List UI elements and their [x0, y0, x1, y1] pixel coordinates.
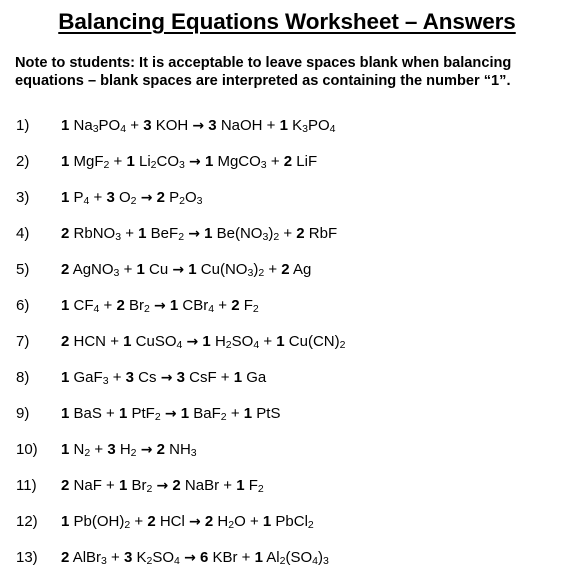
formula-subscript: 2 [178, 231, 185, 243]
coefficient: 2 [156, 189, 165, 206]
formula-subscript: 4 [253, 339, 260, 351]
coefficient: 2 [116, 297, 125, 314]
chemical-formula: PbCl$_2$ [275, 513, 314, 531]
formula-subscript: 4 [174, 555, 180, 567]
chemical-formula: BeF$_2$ [150, 225, 185, 243]
coefficient: 2 [61, 549, 70, 566]
coefficient: 2 [204, 513, 214, 530]
chemical-formula: RbNO$_3$ [73, 225, 122, 243]
chemical-formula: $Na_3PO_4$ [73, 117, 127, 135]
chemical-formula: $Br_2$ [128, 297, 150, 315]
equation-number: 12) [16, 513, 38, 530]
plus-sign: + [266, 117, 276, 134]
equation-number: 9) [16, 405, 30, 422]
formula-subscript: 3 [113, 267, 120, 279]
chemical-formula: KBr [212, 549, 238, 566]
coefficient: 1 [138, 225, 147, 242]
coefficient: 2 [147, 513, 156, 530]
chemical-formula: $Li_2CO_3$ [138, 153, 185, 171]
formula-subscript: 2 [273, 231, 280, 243]
chemical-formula: RbF [308, 225, 338, 242]
plus-sign: + [130, 117, 140, 134]
formula-subscript: 2 [154, 411, 161, 423]
arrow-icon: → [184, 550, 196, 566]
note-to-students [15, 54, 571, 90]
equation-body [61, 404, 280, 424]
equation-row [0, 512, 574, 532]
plus-sign: + [123, 261, 133, 278]
formula-subscript: 2 [124, 519, 131, 531]
formula-subscript: 4 [120, 123, 127, 135]
coefficient: 1 [180, 405, 190, 422]
coefficient: 1 [118, 405, 128, 422]
chemical-formula: Cs [138, 369, 157, 386]
equation-body [61, 224, 337, 244]
coefficient: 1 [233, 369, 243, 386]
formula-subscript: 2 [146, 483, 153, 495]
coefficient: 1 [61, 189, 70, 206]
formula-subscript: 4 [93, 303, 100, 315]
equation-body [61, 152, 317, 172]
plus-sign: + [223, 477, 233, 494]
chemical-formula: $Be(NO_3)_2$ [216, 225, 280, 243]
plus-sign: + [112, 369, 122, 386]
formula-subscript: 3 [262, 231, 269, 243]
coefficient: 1 [61, 117, 70, 134]
plus-sign: + [268, 261, 278, 278]
formula-subscript: 2 [150, 159, 157, 171]
chemical-formula: Cu [149, 261, 169, 278]
equation-body [61, 476, 264, 496]
equation-number: 1) [16, 117, 30, 134]
chemical-formula: NaOH [220, 117, 263, 134]
coefficient: 3 [125, 369, 134, 386]
chemical-formula: HCl [159, 513, 185, 530]
formula-subscript: 2 [252, 303, 259, 315]
chemical-formula: $Br_2$ [131, 477, 153, 495]
plus-sign: + [110, 333, 119, 350]
chemical-formula: KOH [155, 117, 189, 134]
formula-subscript: 2 [179, 195, 185, 207]
chemical-formula: $H_2$ [119, 441, 137, 459]
coefficient: 2 [281, 261, 290, 278]
chemical-formula: $H_2O$ [217, 513, 246, 531]
formula-subscript: 3 [323, 555, 329, 567]
equation-body [61, 548, 329, 568]
formula-subscript: 4 [176, 339, 183, 351]
plus-sign: + [113, 153, 123, 170]
formula-subscript: 3 [101, 555, 107, 567]
formula-subscript: 2 [257, 483, 264, 495]
equation-body [61, 512, 314, 532]
formula-subscript: 2 [220, 411, 227, 423]
formula-subscript: 2 [130, 447, 137, 459]
coefficient: 1 [204, 153, 214, 170]
equation-body [61, 188, 202, 208]
coefficient: 1 [61, 297, 70, 314]
coefficient: 3 [106, 189, 115, 206]
coefficient: 1 [188, 261, 197, 278]
formula-subscript: 3 [196, 195, 203, 207]
formula-subscript: 3 [115, 231, 122, 243]
arrow-icon: → [140, 190, 153, 206]
equation-row [0, 152, 574, 172]
arrow-icon: → [189, 154, 201, 170]
equation-row [0, 116, 574, 136]
formula-subscript: 2 [307, 519, 314, 531]
equation-number: 2) [16, 153, 30, 170]
equation-row [0, 224, 574, 244]
equation-number: 11) [16, 477, 37, 494]
formula-subscript: 2 [228, 519, 235, 531]
chemical-formula: $F_2$ [248, 477, 264, 495]
coefficient: 3 [143, 117, 152, 134]
coefficient: 1 [118, 477, 128, 494]
coefficient: 1 [61, 441, 70, 458]
arrow-icon: → [154, 298, 166, 314]
chemical-formula: LiF [296, 153, 318, 170]
chemical-formula: GaF$_3$ [73, 369, 109, 387]
equation-number: 5) [16, 261, 30, 278]
formula-subscript: 2 [279, 555, 286, 567]
equation-row [0, 332, 574, 352]
coefficient: 1 [254, 549, 263, 566]
chemical-formula: $K_3PO_4$ [292, 117, 336, 135]
chemical-formula: HCN [73, 333, 107, 350]
coefficient: 2 [296, 225, 305, 242]
chemical-formula: $O_2$ [119, 189, 137, 207]
chemical-formula: Ag [292, 261, 312, 278]
chemical-formula: NaF [73, 477, 102, 494]
coefficient: 1 [61, 513, 70, 530]
plus-sign: + [93, 189, 103, 206]
formula-subscript: 4 [329, 123, 336, 135]
coefficient: 2 [61, 225, 70, 242]
coefficient: 3 [208, 117, 217, 134]
formula-subscript: 3 [260, 159, 267, 171]
equation-body [61, 116, 336, 136]
coefficient: 1 [61, 369, 70, 386]
formula-subscript: 4 [312, 555, 318, 567]
formula-subscript: 3 [302, 123, 308, 135]
chemical-formula: $F_2$ [243, 297, 259, 315]
chemical-formula: MgCO$_3$ [217, 153, 267, 171]
plus-sign: + [220, 369, 230, 386]
coefficient: 2 [61, 261, 70, 278]
plus-sign: + [270, 153, 280, 170]
arrow-icon: → [156, 478, 169, 494]
formula-subscript: 2 [225, 339, 232, 351]
formula-subscript: 2 [84, 447, 91, 459]
plus-sign: + [230, 405, 240, 422]
formula-subscript: 2 [258, 267, 265, 279]
plus-sign: + [106, 405, 115, 422]
chemical-formula: $Cu(CN)_2$ [288, 333, 346, 351]
arrow-icon: → [140, 442, 153, 458]
equation-row [0, 296, 574, 316]
plus-sign: + [249, 513, 259, 530]
coefficient: 2 [172, 477, 181, 494]
arrow-icon: → [164, 406, 177, 422]
equation-number: 4) [16, 225, 30, 242]
arrow-icon: → [189, 514, 201, 530]
coefficient: 1 [236, 477, 245, 494]
chemical-formula: Ga [246, 369, 267, 386]
coefficient: 2 [61, 333, 70, 350]
chemical-formula: $Cu(NO_3)_2$ [200, 261, 265, 279]
equation-number: 13) [16, 549, 38, 566]
chemical-formula: AlBr$_3$ [72, 549, 107, 567]
arrow-icon: → [160, 370, 173, 386]
coefficient: 1 [123, 333, 132, 350]
chemical-formula: BaS [73, 405, 102, 422]
coefficient: 1 [136, 261, 145, 278]
plus-sign: + [283, 225, 293, 242]
formula-subscript: 3 [179, 159, 185, 171]
note-line-2: equations – blank spaces are interpreted as containing the number “1”. [15, 73, 511, 89]
chemical-formula: MgF$_2$ [73, 153, 110, 171]
plus-sign: + [103, 297, 113, 314]
chemical-formula: $P_4$ [73, 189, 90, 207]
coefficient: 3 [176, 369, 185, 386]
coefficient: 3 [123, 549, 133, 566]
equation-body [61, 260, 311, 280]
coefficient: 2 [156, 441, 165, 458]
plus-sign: + [263, 333, 273, 350]
formula-subscript: 3 [247, 267, 254, 279]
plus-sign: + [241, 549, 251, 566]
equation-row [0, 548, 574, 568]
coefficient: 2 [283, 153, 293, 170]
note-line-1: Note to students: It is acceptable to leave spaces blank when balancing [15, 55, 512, 71]
coefficient: 6 [199, 549, 209, 566]
equation-number: 8) [16, 369, 30, 386]
plus-sign: + [134, 513, 144, 530]
equation-row [0, 440, 574, 460]
formula-subscript: 2 [339, 339, 346, 351]
arrow-icon: → [192, 118, 205, 134]
equation-row [0, 476, 574, 496]
plus-sign: + [125, 225, 134, 242]
chemical-formula: $Pb(OH)_2$ [73, 513, 131, 531]
coefficient: 1 [204, 225, 213, 242]
equation-row [0, 368, 574, 388]
formula-subscript: 2 [146, 555, 153, 567]
formula-subscript: 2 [130, 195, 137, 207]
equation-row [0, 260, 574, 280]
chemical-formula: CBr$_4$ [182, 297, 215, 315]
equation-number: 6) [16, 297, 30, 314]
chemical-formula: $K_2SO_4$ [136, 549, 180, 567]
coefficient: 2 [61, 477, 70, 494]
formula-subscript: 3 [92, 123, 99, 135]
equation-body [61, 368, 266, 388]
chemical-formula: $N_2$ [73, 441, 91, 459]
coefficient: 1 [279, 117, 288, 134]
chemical-formula: $CF_4$ [73, 297, 100, 315]
coefficient: 1 [61, 153, 70, 170]
chemical-formula: $Al_2(SO_4)_3$ [266, 549, 329, 567]
page-title: Balancing Equations Worksheet – Answers [58, 9, 516, 34]
chemical-formula: $NH_3$ [169, 441, 197, 459]
plus-sign: + [111, 549, 120, 566]
coefficient: 1 [276, 333, 285, 350]
formula-subscript: 4 [83, 195, 90, 207]
plus-sign: + [218, 297, 228, 314]
equation-body [61, 296, 259, 316]
chemical-formula: AgNO$_3$ [72, 261, 120, 279]
chemical-formula: BaF$_2$ [193, 405, 227, 423]
equation-body [61, 440, 197, 460]
equation-number: 7) [16, 333, 30, 350]
chemical-formula: PtF$_2$ [131, 405, 161, 423]
coefficient: 1 [243, 405, 253, 422]
plus-sign: + [94, 441, 104, 458]
arrow-icon: → [172, 262, 185, 278]
coefficient: 1 [262, 513, 272, 530]
coefficient: 2 [231, 297, 240, 314]
chemical-formula: $P_2O_3$ [169, 189, 203, 207]
arrow-icon: → [188, 226, 200, 242]
coefficient: 1 [202, 333, 211, 350]
equation-body [61, 332, 345, 352]
coefficient: 3 [107, 441, 116, 458]
equation-row [0, 404, 574, 424]
formula-subscript: 3 [102, 375, 109, 387]
arrow-icon: → [186, 334, 199, 350]
chemical-formula: $H_2SO_4$ [214, 333, 260, 351]
plus-sign: + [106, 477, 115, 494]
chemical-formula: PtS [256, 405, 281, 422]
equation-number: 10) [16, 441, 38, 458]
formula-subscript: 4 [208, 303, 215, 315]
chemical-formula: CsF [189, 369, 217, 386]
chemical-formula: NaBr [184, 477, 220, 494]
formula-subscript: 3 [190, 447, 197, 459]
formula-subscript: 2 [143, 303, 150, 315]
equation-number: 3) [16, 189, 30, 206]
coefficient: 1 [169, 297, 179, 314]
equation-row [0, 188, 574, 208]
chemical-formula: CuSO$_4$ [135, 333, 183, 351]
coefficient: 1 [126, 153, 135, 170]
formula-subscript: 2 [103, 159, 110, 171]
coefficient: 1 [61, 405, 70, 422]
